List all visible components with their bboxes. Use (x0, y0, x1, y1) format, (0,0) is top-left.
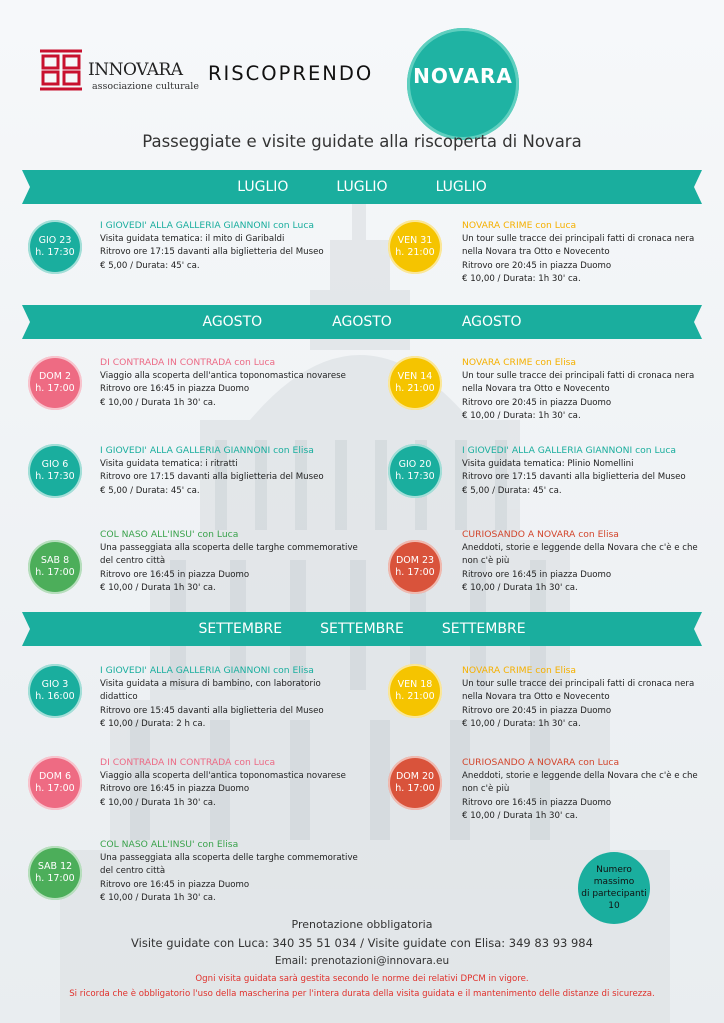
booking-email[interactable]: Email: prenotazioni@innovara.eu (274, 955, 450, 967)
event-day: VEN 14 (397, 371, 433, 382)
month-label: LUGLIO (435, 179, 487, 195)
event-line: € 10,00 / Durata: 1h 30' ca. (462, 719, 581, 729)
innovara-logo (40, 48, 200, 98)
event-line: € 10,00 / Durata 1h 30' ca. (100, 397, 216, 408)
event-time: h. 17:00 (395, 567, 435, 578)
event-time: h. 17:00 (35, 873, 75, 884)
event-title: I GIOVEDI' ALLA GALLERIA GIANNONI con Luca (100, 220, 315, 231)
event-date-badge (28, 220, 82, 274)
logo-subtitle: associazione culturale (92, 81, 199, 92)
event-time: h. 17:30 (35, 471, 75, 482)
event-line: Ritrovo ore 15:45 davanti alla biglietteria del Museo (100, 705, 324, 716)
event-line: Ritrovo ore 16:45 in piazza Duomo (462, 797, 612, 808)
event-line: € 10,00 / Durata 1h 30' ca. (100, 893, 216, 903)
event-day: GIO 23 (38, 235, 72, 246)
event-line: Una passeggiata alla scoperta delle targhe commemorative (100, 542, 358, 553)
month-label: AGOSTO (461, 314, 522, 330)
event-line: Visita guidata tematica: Plinio Nomellini (462, 458, 634, 469)
event-day: SAB 12 (37, 861, 73, 872)
event-line: del centro città (100, 556, 166, 566)
month-label: SETTEMBRE (441, 621, 526, 637)
event-line: € 10,00 / Durata: 1h 30' ca. (462, 274, 581, 284)
event-date-badge (388, 220, 442, 274)
event-line: € 10,00 / Durata 1h 30' ca. (462, 811, 578, 821)
event-title: CURIOSANDO A NOVARA con Luca (462, 757, 620, 768)
event-line: € 5,00 / Durata: 45' ca. (100, 485, 200, 496)
month-label: LUGLIO (237, 179, 289, 195)
max-participants-line: di partecipanti (581, 889, 647, 899)
event-time: h. 21:00 (395, 691, 435, 702)
max-participants-number: 10 (608, 901, 620, 911)
event-title: COL NASO ALL'INSU' con Elisa (100, 839, 239, 850)
event-line: Aneddoti, storie e leggende della Novara che c'è e che (462, 770, 698, 781)
event-date-badge (28, 846, 82, 900)
event-details (462, 664, 722, 732)
event-line: nella Novara tra Otto e Novecento (462, 247, 610, 257)
event-title: NOVARA CRIME con Elisa (462, 357, 577, 368)
mask-note: Si ricorda che è obbligatorio l'uso della mascherina per l'intera durata della visita guidata e il mantenimento delle distanze di sicurezza. (69, 989, 655, 999)
booking-required: Prenotazione obbligatoria (291, 918, 433, 931)
event-line: Aneddoti, storie e leggende della Novara che c'è e che (462, 542, 698, 553)
event-line: Una passeggiata alla scoperta delle targhe commemorative (100, 852, 358, 863)
event-day: SAB 8 (40, 555, 70, 566)
event-line: Visita guidata a misura di bambino, con laboratorio didattico (100, 678, 321, 702)
event-title: NOVARA CRIME con Elisa (462, 665, 577, 676)
event-title: I GIOVEDI' ALLA GALLERIA GIANNONI con Elisa (100, 445, 314, 456)
event-details (100, 356, 360, 410)
event-time: h. 17:00 (35, 783, 75, 794)
event-day: DOM 23 (395, 555, 435, 566)
event-details (100, 444, 360, 498)
event-date-badge (28, 444, 82, 498)
event-title: I GIOVEDI' ALLA GALLERIA GIANNONI con Luca (462, 445, 677, 456)
event-time: h. 21:00 (395, 383, 435, 394)
event-line: Un tour sulle tracce dei principali fatti di cronaca nera (462, 678, 695, 689)
event-line: Ritrovo ore 16:45 in piazza Duomo (100, 879, 250, 890)
event-line: nella Novara tra Otto e Novecento (462, 384, 610, 394)
title-riscoprendo: RISCOPRENDO (208, 62, 374, 85)
event-title: I GIOVEDI' ALLA GALLERIA GIANNONI con Elisa (100, 665, 314, 676)
event-time: h. 17:00 (35, 383, 75, 394)
event-day: GIO 3 (41, 679, 69, 690)
event-line: € 10,00 / Durata 1h 30' ca. (462, 583, 578, 593)
event-line: Ritrovo ore 16:45 in piazza Duomo (100, 784, 250, 794)
event-time: h. 17:00 (35, 567, 75, 578)
month-banner-september (22, 612, 702, 646)
event-time: h. 21:00 (395, 247, 435, 258)
event-date-badge (28, 756, 82, 810)
event-line: Viaggio alla scoperta dell'antica toponomastica novarese (100, 370, 346, 381)
event-line: Un tour sulle tracce dei principali fatti di cronaca nera (462, 233, 695, 244)
event-details (100, 838, 360, 906)
event-title: CURIOSANDO A NOVARA con Elisa (462, 529, 619, 540)
event-line: Ritrovo ore 17:15 davanti alla biglietteria del Museo (100, 472, 324, 482)
event-line: non c'è più (462, 556, 510, 566)
event-line: non c'è più (462, 784, 510, 794)
event-date-badge (388, 756, 442, 810)
event-day: VEN 31 (397, 235, 433, 246)
month-banner-july (22, 170, 702, 204)
event-line: Ritrovo ore 20:45 in piazza Duomo (462, 705, 612, 716)
event-details (100, 664, 360, 732)
event-line: Ritrovo ore 16:45 in piazza Duomo (100, 384, 250, 394)
event-line: Ritrovo ore 16:45 in piazza Duomo (100, 569, 250, 580)
logo-text: INNOVARA (88, 60, 183, 80)
event-time: h. 17:00 (395, 783, 435, 794)
event-details (462, 528, 722, 596)
event-line: € 10,00 / Durata 1h 30' ca. (100, 797, 216, 808)
event-details (462, 356, 722, 424)
event-line: Ritrovo ore 17:15 davanti alla biglietteria del Museo (462, 472, 686, 482)
event-day: GIO 20 (398, 459, 432, 470)
event-day: DOM 2 (38, 371, 72, 382)
page-subtitle: Passeggiate e visite guidate alla riscoperta di Novara (142, 132, 582, 151)
event-time: h. 17:30 (35, 247, 75, 258)
month-label: AGOSTO (332, 314, 392, 330)
event-details (100, 219, 360, 273)
event-time: h. 16:00 (35, 691, 75, 702)
event-line: Ritrovo ore 20:45 in piazza Duomo (462, 397, 612, 408)
event-line: Ritrovo ore 16:45 in piazza Duomo (462, 569, 612, 580)
event-line: del centro città (100, 866, 166, 876)
month-label: SETTEMBRE (198, 621, 283, 637)
event-day: GIO 6 (41, 459, 69, 470)
event-title: NOVARA CRIME con Luca (462, 220, 577, 231)
dpcm-note: Ogni visita guidata sarà gestita secondo le norme dei relativi DPCM in vigore. (195, 974, 529, 984)
event-line: € 5,00 / Durata: 45' ca. (100, 260, 200, 271)
event-day: DOM 20 (395, 771, 435, 782)
event-line: Ritrovo ore 20:45 in piazza Duomo (462, 260, 612, 271)
event-date-badge (28, 356, 82, 410)
month-label: LUGLIO (336, 179, 388, 195)
event-date-badge (388, 540, 442, 594)
month-banner-august (22, 305, 702, 339)
event-line: € 10,00 / Durata: 1h 30' ca. (462, 411, 581, 421)
event-line: nella Novara tra Otto e Novecento (462, 692, 610, 702)
event-line: € 10,00 / Durata: 2 h ca. (100, 719, 206, 729)
event-details (100, 756, 360, 810)
event-title: DI CONTRADA IN CONTRADA con Luca (100, 757, 276, 768)
event-line: € 5,00 / Durata: 45' ca. (462, 485, 562, 496)
innovara-logo-mark (40, 48, 82, 92)
event-details (462, 444, 722, 498)
event-title: COL NASO ALL'INSU' con Luca (100, 529, 239, 540)
max-participants-line: Numero massimo (593, 865, 635, 887)
event-date-badge (28, 540, 82, 594)
month-label: SETTEMBRE (320, 621, 404, 637)
event-date-badge (388, 444, 442, 498)
event-day: VEN 18 (397, 679, 433, 690)
event-line: Visita guidata tematica: il mito di Garibaldi (100, 233, 285, 244)
max-participants-badge (578, 852, 650, 924)
month-label: AGOSTO (202, 314, 263, 330)
event-time: h. 17:30 (395, 471, 435, 482)
event-details (100, 528, 360, 596)
event-date-badge (388, 664, 442, 718)
event-day: DOM 6 (38, 771, 72, 782)
event-line: Visita guidata tematica: i ritratti (100, 458, 238, 469)
event-title: DI CONTRADA IN CONTRADA con Luca (100, 357, 276, 368)
title-novara: NOVARA (413, 64, 513, 88)
event-line: Un tour sulle tracce dei principali fatti di cronaca nera (462, 370, 695, 381)
event-details (462, 756, 722, 824)
event-line: Viaggio alla scoperta dell'antica toponomastica novarese (100, 770, 346, 781)
event-line: Ritrovo ore 17:15 davanti alla biglietteria del Museo (100, 247, 324, 257)
event-line: € 10,00 / Durata 1h 30' ca. (100, 583, 216, 593)
event-date-badge (28, 664, 82, 718)
event-details (462, 219, 722, 287)
booking-phones: Visite guidate con Luca: 340 35 51 034 / Visite guidate con Elisa: 349 83 93 984 (131, 936, 593, 950)
event-date-badge (388, 356, 442, 410)
